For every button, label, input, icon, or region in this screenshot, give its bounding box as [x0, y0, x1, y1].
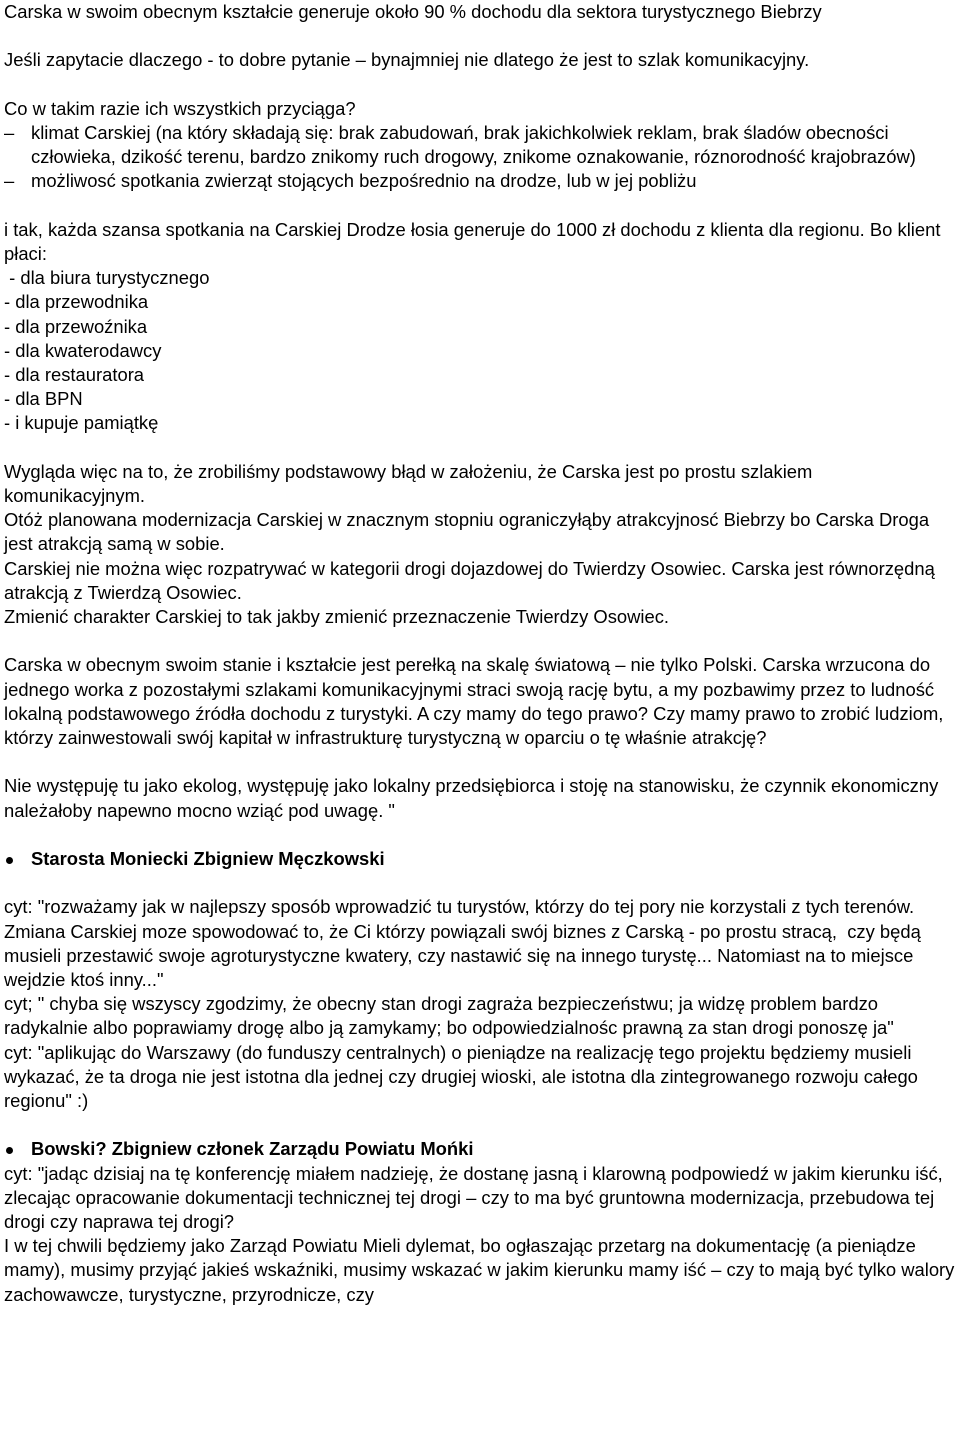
- dash-list-item: [4, 169, 956, 193]
- spacer: [4, 194, 956, 218]
- paragraph: Otóż planowana modernizacja Carskiej w znacznym stopniu ograniczyłąby atrakcyjnosć Biebrzy bo Carska Droga jest atrakcją samą w sobie.: [4, 509, 935, 555]
- list-item: - dla restauratora: [4, 364, 145, 385]
- heading-text: Starosta Moniecki Zbigniew Męczkowski: [31, 848, 385, 869]
- bullet-icon: [6, 857, 13, 864]
- paragraph: Co w takim razie ich wszystkich przyciąga?: [4, 97, 356, 119]
- list-item: - dla kwaterodawcy: [4, 339, 162, 361]
- bullet-heading: [4, 847, 956, 871]
- spacer: [4, 629, 956, 653]
- dash-list-item: [4, 121, 956, 169]
- paragraph: Carska w obecnym swoim stanie i kształcie jest perełką na skalę światową – nie tylko Polski. Carska wrzucona do jednego worka z pozostałymi szlakami komunikacyjnymi straci swoją rację bytu, a my pozbawimy przez to ludność lokalną podstawowego źródła dochodu z turystyki. A czy mamy do tego prawo? Czy mamy prawo to zrobić ludziom, którzy zainwestowali swój kapitał w infrastrukturę turystyczną w oparciu o tę właśnie atrakcję?: [4, 654, 949, 749]
- spacer: [4, 24, 956, 48]
- list-item: - dla biura turystycznego: [4, 267, 210, 289]
- bullet-icon: [6, 1147, 13, 1154]
- list-item: - dla przewodnika: [4, 291, 149, 313]
- paragraph: I w tej chwili będziemy jako Zarząd Powiatu Mieli dylemat, bo ogłaszając przetarg na dokumentację (a pieniądze mamy), musimy przyjąć jakieś wskaźniki, musimy wskazać w jakim kierunku mamy iść – czy to mają być tylko walory zachowawcze, turystyczne, przyrodnicze, czy: [4, 1235, 960, 1305]
- list-item-text: możliwosć spotkania zwierząt stojących bezpośrednio na drodze, lub w jej pobliżu: [31, 170, 697, 192]
- heading-text: Bowski? Zbigniew członek Zarządu Powiatu Mońki: [31, 1138, 474, 1160]
- spacer: [4, 871, 956, 895]
- list-item: - dla BPN: [4, 388, 83, 410]
- spacer: [4, 436, 956, 460]
- list-item: - dla przewoźnika: [4, 315, 148, 337]
- document-body: [4, 0, 960, 1307]
- paragraph: Wygląda więc na to, że zrobiliśmy podstawowy błąd w założeniu, że Carska jest po prostu szlakiem komunikacyjnym.: [4, 460, 818, 506]
- paragraph: cyt: "rozważamy jak w najlepszy sposób wprowadzić tu turystów, którzy do tej pory nie korzystali z tych terenów. Zmiana Carskiej moze spowodować to, że Ci którzy powiązali swój biznes z Carską - po prostu stracą, czy będą musieli przestawić swoje agroturystyczne kwatery, czy nastawić się na innego turystę... Natomiast na to miejsce wejdzie ktoś inny...": [4, 896, 926, 990]
- dash-icon: –: [4, 121, 15, 143]
- paragraph: cyt: "jadąc dzisiaj na tę konferencję miałem nadzieję, że dostanę jasną i klarowną podpowiedź w jakim kierunku iść, zlecając opracowanie dokumentacji technicznej tej drogi – czy to ma być gruntowna modernizacja, przebudowa tej drogi czy naprawa tej drogi?: [4, 1162, 954, 1233]
- list-item: - i kupuje pamiątkę: [4, 412, 159, 434]
- spacer: [4, 73, 956, 97]
- paragraph: Jeśli zapytacie dlaczego - to dobre pytanie – bynajmniej nie dlatego że jest to szlak komunikacyjny.: [4, 49, 810, 71]
- paragraph: Nie występuję tu jako ekolog, występuję jako lokalny przedsiębiorca i stoję na stanowisku, że czynnik ekonomiczny należałoby napewno mocno wziąć pod uwagę. ": [4, 775, 944, 821]
- paragraph: Carskiej nie można więc rozpatrywać w kategorii drogi dojazdowej do Twierdzy Osowiec. Carska jest równorzędną atrakcją z Twierdzą Osowiec.: [4, 557, 940, 603]
- list-item-text: klimat Carskiej (na który składają się: brak zabudowań, brak jakichkolwiek reklam, brak śladów obecności człowieka, dzikość terenu, bardzo znikomy ruch drogowy, znikome oznakowanie, róznorodność krajobrazów): [31, 121, 916, 168]
- paragraph: Zmienić charakter Carskiej to tak jakby zmienić przeznaczenie Twierdzy Osowiec.: [4, 606, 670, 628]
- spacer: [4, 750, 956, 774]
- spacer: [4, 823, 956, 847]
- bullet-heading: [4, 1137, 956, 1161]
- paragraph: cyt; " chyba się wszyscy zgodzimy, że obecny stan drogi zagraża bezpieczeństwu; ja widzę problem bardzo radykalnie albo poprawiamy drogę albo ją zamykamy; bo odpowiedzialnośc prawną za stan drogi ponoszę ja": [4, 993, 894, 1039]
- paragraph: Carska w swoim obecnym kształcie generuje około 90 % dochodu dla sektora turystycznego Biebrzy: [4, 1, 822, 22]
- dash-icon: –: [4, 170, 15, 192]
- paragraph: i tak, każda szansa spotkania na Carskiej Drodze łosia generuje do 1000 zł dochodu z klienta dla regionu. Bo klient płaci:: [4, 218, 946, 264]
- spacer: [4, 1113, 956, 1137]
- paragraph: cyt: "aplikując do Warszawy (do funduszy centralnych) o pieniądze na realizację tego projektu będziemy musieli wykazać, że ta droga nie jest istotna dla jednej czy drugiej wioski, ale istotna dla zintegrowanego rozwoju całego regionu" :): [4, 1041, 924, 1112]
